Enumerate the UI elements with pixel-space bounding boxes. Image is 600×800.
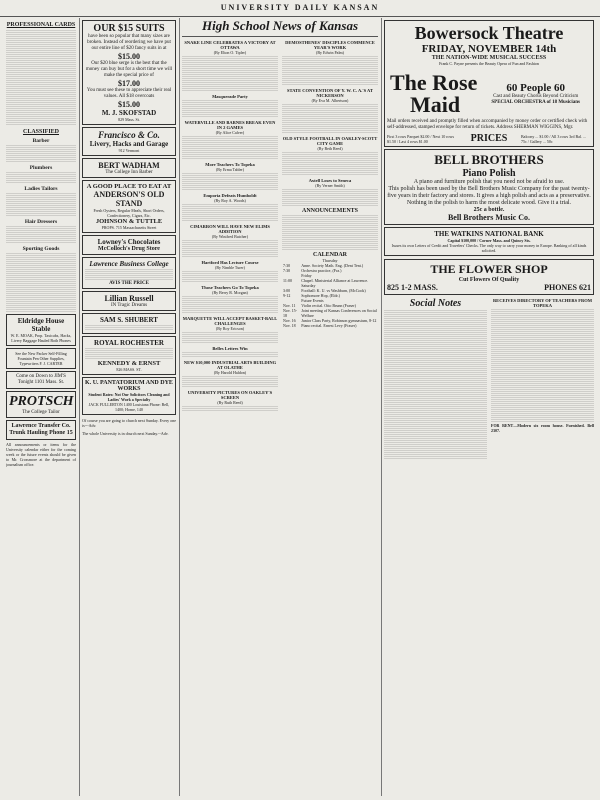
subheading: Plumbers (29, 165, 53, 171)
subheading: Hair Dressers (24, 219, 58, 225)
business-college-ad: Lawrence Business College AVIS THE PRICE (82, 257, 176, 289)
table-row: Saturday (301, 283, 316, 288)
story-headline: SNAKE LINE CELEBRATES A VICTORY AT OTTAWA (184, 40, 276, 50)
story-headline: UNIVERSITY PICTURES ON OAKLEY'S SCREEN (187, 390, 273, 400)
section-heading: CLASSIFIED (22, 129, 59, 135)
table-row: Future Events (301, 298, 324, 303)
byline: (By Beth Reed) (317, 146, 343, 151)
francisco-ad: Francisco & Co. Livery, Hacks and Garage 912 Vermont (82, 127, 176, 156)
byline: (By Alice Calver) (215, 130, 245, 135)
byline: (By Roy Ericson) (215, 326, 245, 331)
story-headline: Belles Lettres Win (212, 346, 248, 351)
shubert-ad: SAM S. SHUBERT (82, 313, 176, 334)
church-note: Of course you are going to church next Sunday. Every one is---Adv. (82, 418, 176, 428)
byline: (By Roy A. Woods) (214, 198, 246, 203)
story-headline: OLD STYLE FOOTBALL IN OAKLEY-SCOTT CITY GAME (282, 136, 378, 146)
royal-rochester-ad: ROYAL ROCHESTER KENNEDY & ERNST 826 MASS. ST. (82, 336, 176, 375)
for-rent-notice: FOR RENT—Modern six room house. Furnished. Bell 2307. (491, 423, 594, 433)
show-title: The Rose (390, 70, 478, 95)
story-headline: CIMARRON WILL HAVE NEW ELIMS ADDITION (190, 224, 270, 234)
table-row: 3:00 Football: K. U. vs Washburn, (McCook) (283, 288, 366, 293)
table-row: 9-12 Sophomore Hop, (Eldr.) (283, 293, 340, 298)
table-row: Nov. 11 Violin recital. Otto Brunn (Fraser) (283, 303, 356, 308)
story-headline: DEMOSTHENES' DISCIPLES COMMENCE YEAR'S WORK (285, 40, 375, 50)
byline: (By Winifred Butcher) (211, 234, 249, 239)
story-headline: More Teachers To Topeka (205, 162, 255, 167)
column-rule (79, 18, 80, 796)
section-heading: PROFESSIONAL CARDS (6, 22, 76, 28)
flower-shop-ad: THE FLOWER SHOP Cut Flowers Of Quality 825 1-2 MASS. PHONES 621 (384, 259, 594, 295)
table-row: Nov. 15-18 Joint meeting of Kansas Conferences on Social Welfare (283, 308, 377, 318)
table-row: 11:00 Chapel. Ministerial Alliance at Lawrence. (283, 278, 369, 283)
suits-ad: OUR $15 SUITS have been so popular that many sizes are broken. Instead of reordering we have put our entire line of $20 fancy suits in at $15.00 Our $20 blue serge is the best that the money can buy but for a short time we will make the special price of $17.00 You must see these to appreciate their real values. All $18 overcoats $15.00 M. J. SKOFSTAD 829 Mass. St. (82, 20, 176, 125)
table-row: Nov. 16 Junior Class Party, Robinson gymnasium, 8-12 (283, 318, 377, 323)
eldridge-ad: Eldridge House Stable W. E. MOAK, Prop. Taxicabs, Hacks, Livery Baggage Hauled Both Phones (6, 314, 76, 346)
bowersock-ad: Bowersock Theatre FRIDAY, NOVEMBER 14th THE NATION-WIDE MUSICAL SUCCESS Frank C. Payne presents the Beauty Opera of Fun and Fashion The Rose Maid 60 People 60 Cast and Beauty Chorus Beyond Criticism SPECIAL ORCHESTRA of 18 Musicians Mail orders received and promptly filled when accompanied by money order or certified check with self-addressed, stamped envelope for return of tickets. Address SHERMAN WIGGINS, Mgr. First 3 rows Parquet $2.00 / Next 10 rows $1.50 / Last 4 rows $1.00 PRICES Balcony ... $1.00 / All 3 rows 3rd Bal. ... 75c / Gallery ... 50c (384, 20, 594, 147)
transfer-ad: Lawrence Transfer Co. Trunk Hauling Phone 15 (6, 420, 76, 440)
watkins-bank-ad: THE WATKINS NATIONAL BANK Capital $100,000 / Corner Mass. and Quincy Sts. Issues its own Letters of Credit and Travelers' Checks. The only way to carry your money in Europe. Banking of all kinds solicited. (384, 227, 594, 256)
social-notes-heading: Social Notes (409, 298, 462, 309)
pantatorium-ad: K. U. PANTATORIUM AND DYE WORKS Student Rates: Not Our Solicitors Cleaning and Ladies' Work a Specialty JACK FULLERTON 1400 Louisiana Phone: Bell, 1400; Home, 140 (82, 377, 176, 415)
table-row: Nov. 18 Piano recital. Ernest Levy (Fraser) (283, 323, 357, 328)
byline: (By Ruth Reed) (217, 400, 243, 405)
subheading: Barber (32, 138, 50, 144)
pen-ad: See the New Packer Self-Filling Fountain Pen Other Supplies, Typewriters F. J. CARTER (6, 348, 76, 369)
byline: (By Edwin Palm) (316, 50, 344, 55)
column-professional-cards (6, 18, 76, 796)
story-headline: Emporia Defeats Humboldt (203, 193, 257, 198)
byline: (By Verner Smith) (315, 183, 345, 188)
calendar-heading: CALENDAR (312, 252, 347, 258)
byline: (By Erma Tabler) (215, 167, 245, 172)
church-note: The whole University is in church next Sunday.--Adv. (82, 431, 169, 436)
table-row: 7:30 Orchestra practice, (Fra.) (283, 268, 342, 273)
column-high-school-news (182, 18, 378, 796)
announcements-heading: ANNOUNCEMENTS (301, 208, 358, 214)
byline: (By Eva M. Albertson) (311, 98, 349, 103)
story-headline: WATERVILLE AND BARNES BREAK EVEN IN 2 GAMES (184, 120, 276, 130)
anderson-ad: A GOOD PLACE TO EAT AT ANDERSON'S OLD STAND Fresh Oysters, Regular Meals, Short Orders, Confectionery, Cigars, Etc. JOHNSON & TUTTLE PROPS. 715 Massachusetts Street (82, 180, 176, 233)
bell-brothers-ad: BELL BROTHERS Piano Polish A piano and furniture polish that you need not be afraid to use. This polish has been used by the Bell Brothers Music Company for the past twenty-five years in their factory and stores. It gives a high polish and acts as a preservative. Nothing in the polish to harm the most delicate wood. Give it a trial. 25c a bottle. Bell Brothers Music Co. (384, 149, 594, 225)
story-headline: NEW $10,000 INDUSTRIAL ARTS BUILDING AT OLATHE (183, 360, 277, 370)
column-rule (381, 18, 382, 796)
prices-label: PRICES (470, 133, 508, 144)
announcement-note: All announcements or items for the University calendar either for the coming week or the future events should be given to Mr. Crossmore at the department of journalism office. (6, 442, 76, 467)
byline: (By Harold Haldon) (213, 370, 247, 375)
subheading: Ladies Tailors (24, 186, 58, 192)
table-row: Friday (301, 273, 312, 278)
byline: (By Nimble Turer) (215, 265, 245, 270)
byline: (By Berry R. Morgan) (212, 290, 248, 295)
wadham-ad: BERT WADHAM The College Inn Barber (82, 158, 176, 178)
column-ads (82, 18, 176, 796)
column-theatre-ads (384, 18, 594, 796)
subheading: Sporting Goods (22, 246, 60, 252)
masthead: UNIVERSITY DAILY KANSAN (0, 0, 600, 17)
story-headline: Hartford Has Lecture Course (201, 260, 259, 265)
story-headline: Axtell Loses to Seneca (308, 178, 352, 183)
story-headline: MARQUETTE WILL ACCEPT BASKET-BALL CHALLENGES (182, 316, 278, 326)
calendar-day: Thursday (322, 258, 338, 263)
page-title: High School News of Kansas (182, 18, 378, 37)
lowney-ad: Lowney's Chocolates McColloch's Drug Store (82, 235, 176, 255)
theatre-ad: Lillian Russell IN Tragic Dreams (82, 291, 176, 311)
calendar-table (282, 263, 378, 328)
story-headline: Those Teachers Go To Topeka (201, 285, 259, 290)
story-headline: RECEIVES DIRECTORY OF TEACHERS FROM TOPEKA (492, 298, 593, 308)
story-headline: Masquerade Party (212, 94, 248, 99)
protsch-ad: PROTSCH The College Tailor (6, 391, 76, 418)
column-rule (179, 18, 180, 796)
story-headline: STATE CONVENTION OF Y. W. C. A.'S AT NICKERSON (287, 88, 373, 98)
table-row: 7:30 Anne. Society Math. Eng. (Dent Tent.) (283, 263, 364, 268)
jims-ad: Come on Down to JIM'S Tonight 1101 Mass. St. (6, 371, 76, 389)
byline: (By Elton O. Tipler) (213, 50, 247, 55)
show-title: Maid (410, 92, 461, 117)
